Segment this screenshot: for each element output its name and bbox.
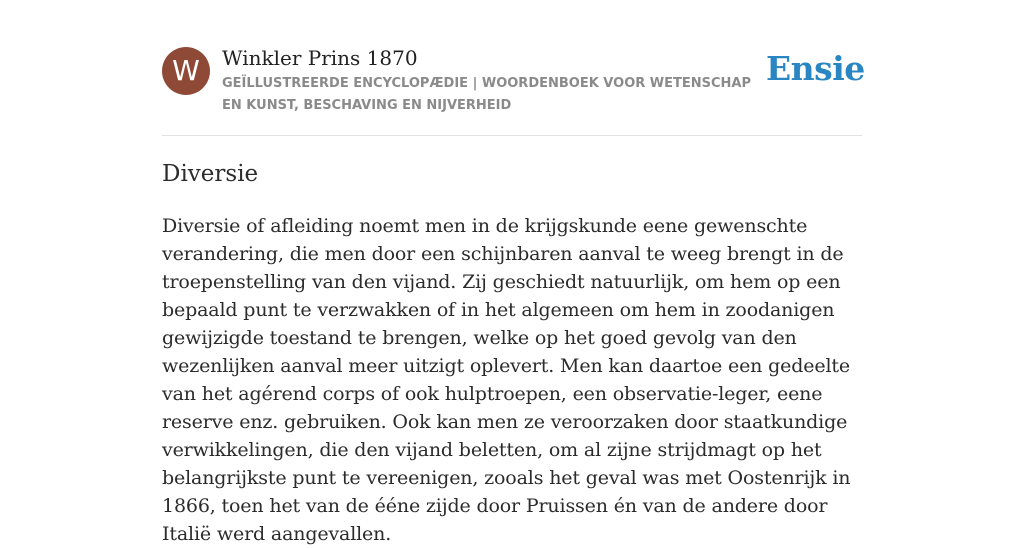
header-divider (162, 135, 862, 136)
source-avatar[interactable]: W (162, 47, 210, 95)
entry-title: Diversie (162, 161, 259, 187)
ensie-logo[interactable]: Ensie (766, 49, 865, 88)
source-subtitle: GEÏLLUSTREERDE ENCYCLOPÆDIE | WOORDENBOEK VOOR WETENSCHAP EN KUNST, BESCHAVING EN NIJVERHEID (222, 76, 751, 113)
entry-body: Diversie of afleiding noemt men in de krijgskunde eene gewenschte verandering, die men door een schijnbaren aanval te weeg brengt in de troepenstelling van den vijand. Zij geschiedt natuurlijk, om hem op een bepaald punt te verzwakken of in het algemeen om hem in zoodanigen gewijzigde toestand te brengen, welke op het goed gevolg van den wezenlijken aanval meer uitzigt oplevert. Men kan daartoe een gedeelte van het agérend corps of ook hulptroepen, een observatie-leger, eene reserve enz. gebruiken. Ook kan men ze veroorzaken door staatkundige verwikkelingen, die den vijand beletten, om al zijne strijdmagt op het belangrijkste punt te vereenigen, zooals het geval was met Oostenrijk in 1866, toen het van de ééne zijde door Pruissen én van de andere door Italië werd aangevallen. (162, 215, 851, 545)
source-title[interactable]: Winkler Prins 1870 (222, 46, 418, 70)
source-header (162, 45, 865, 135)
